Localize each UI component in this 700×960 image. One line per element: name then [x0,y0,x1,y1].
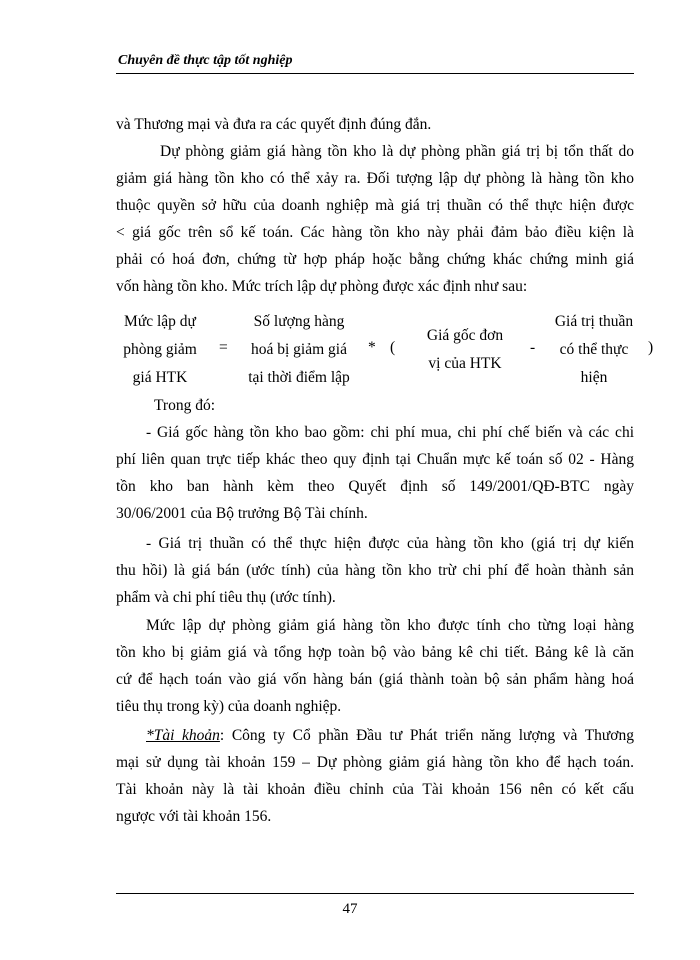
text-line: phẩm và chi phí tiêu thụ (ước tính). [116,589,336,606]
text-line: - Giá trị thuần có thể thực hiện được của hàng tồn kho (giá trị dự kiến [146,535,634,552]
formula-text: Số lượng hàng [253,313,345,330]
text-line: < giá gốc trên sổ kế toán. Các hàng tồn kho này phải đảm bảo điều kiện là [116,224,634,241]
formula-text: Giá gốc đơn [426,327,504,344]
text-line: và Thương mại và đưa ra các quyết định đúng đắn. [116,116,432,133]
text-line: phí liên quan trực tiếp khác theo quy định tại Chuẩn mực kế toán số 02 - Hàng [116,451,634,468]
bullet-original-cost [116,419,634,527]
where-label [154,392,554,419]
formula-net-realizable-value [544,308,644,392]
formula-provision-level [110,308,210,392]
text-line: ngược với tài khoản 156. [116,808,272,825]
text-line: tồn kho ban hành kèm theo Quyết định số 149/2001/QĐ-BTC ngày [116,478,634,495]
text-line: cứ để hạch toán vào giá vốn hàng bán (giá thành toàn bộ sản phẩm hàng hoá [116,671,634,688]
text-line: tồn kho bị giảm giá và tổng hợp toàn bộ vào bảng kê chi tiết. Bảng kê là căn [116,644,634,661]
provision-formula [110,308,654,388]
footer-rule [116,893,634,894]
paragraph-provision-calculation [116,612,634,720]
text-line: Tài khoản này là tài khoản điều chỉnh của Tài khoản 156 nên có kết cấu [116,781,634,798]
paragraph-intro-end [116,111,634,138]
text-line: phải có hoá đơn, chứng từ hợp pháp hoặc bằng chứng khác chứng minh giá [116,251,634,268]
formula-text: tại thời điểm lập [248,369,350,386]
text-line: 30/06/2001 của Bộ trưởng Bộ Tài chính. [116,505,368,522]
text-line: Trong đó: [154,397,216,414]
text-line: mại sử dụng tài khoản 159 – Dự phòng giảm giá hàng tồn kho để hạch toán. [116,754,634,771]
formula-text: giá HTK [132,369,188,386]
close-paren: ) [648,339,654,356]
formula-text: Giá trị thuần [554,313,634,330]
equals-sign: = [219,339,228,356]
text-line: Dự phòng giảm giá hàng tồn kho là dự phòng phần giá trị bị tổn thất do [160,143,634,160]
formula-unit-cost [415,322,515,378]
bullet-net-realizable [116,530,634,611]
formula-text: có thể thực [559,341,629,358]
text-line: vốn hàng tồn kho. Mức trích lập dự phòng được xác định như sau: [116,278,528,295]
paragraph-account [116,722,634,830]
header-rule [116,73,634,74]
text-line: tiêu thụ trong kỳ) của doanh nghiệp. [116,698,342,715]
account-label: *Tài khoản [146,727,220,744]
multiply-sign: * [368,339,376,356]
paragraph-provision-definition [116,138,634,300]
minus-sign: - [530,339,536,356]
formula-text: hiện [580,369,608,386]
formula-text: phòng giảm [123,341,197,358]
text-line: - Giá gốc hàng tồn kho bao gồm: chi phí mua, chi phí chế biến và các chi [146,424,634,441]
formula-text: vị của HTK [428,355,502,372]
page-number: 47 [342,901,358,917]
text-line: Mức lập dự phòng giảm giá hàng tồn kho được tính cho từng loại hàng [146,617,634,634]
open-paren: ( [390,339,396,356]
formula-text: Mức lập dự [124,313,196,330]
text-line: : Công ty Cổ phần Đầu tư Phát triển năng lượng và Thương [219,727,635,744]
text-line: giảm giá hàng tồn kho có thể xảy ra. Đối tượng lập dự phòng là hàng tồn kho [116,170,634,187]
text-line: thuộc quyền sở hữu của doanh nghiệp mà giá trị thuần có thể thực hiện được [116,197,634,214]
running-header: Chuyên đề thực tập tốt nghiệp [118,53,293,68]
formula-text: hoá bị giảm giá [251,341,347,358]
formula-quantity [234,308,364,392]
text-line: thu hồi) là giá bán (ước tính) của hàng tồn kho trừ chi phí để hoàn thành sản [116,562,634,579]
